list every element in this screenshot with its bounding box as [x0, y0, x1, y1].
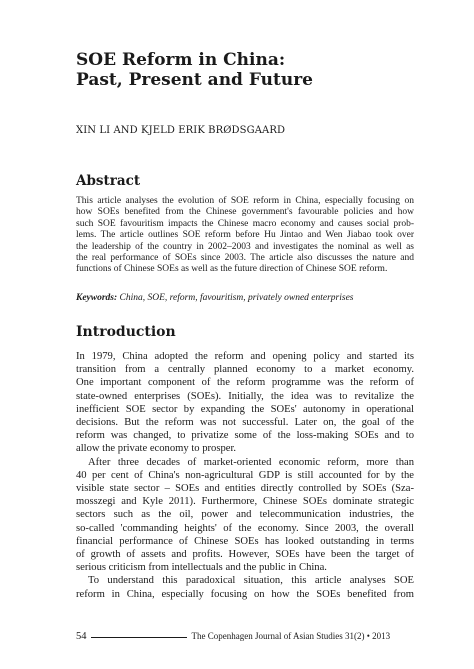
body-line: transition from a centrally planned economy to a market economy. [76, 364, 414, 376]
body-line: allow the private economy to prosper. [76, 443, 237, 455]
article-title [76, 50, 414, 90]
body-line: decisions. But the reform was not successful. Later on, the goal of the [76, 417, 414, 429]
body-line: of growth of assets and profits. However, SOEs have been the target of [76, 549, 414, 561]
body-line: state-owned enterprises (SOEs). Initially, the idea was to revitalize the [76, 390, 414, 402]
abstract-line: functions of Chinese SOEs as well as the future direction of Chinese SOE reform. [76, 264, 388, 275]
article-title-line: SOE Reform in China: [76, 50, 286, 70]
abstract-line: the real performance of SOEs since 2003. The article also discusses the nature and [76, 253, 414, 264]
body-line: reform in China, especially focusing on how the SOEs benefited from [76, 588, 414, 600]
body-line: In 1979, China adopted the reform and opening policy and started its [76, 351, 414, 362]
abstract-line: how SOEs benefited from the Chinese government's favourable policies and how [76, 207, 414, 218]
abstract-heading: Abstract [76, 173, 141, 189]
article-authors: XIN LI AND KJELD ERIK BRØDSGAARD [76, 125, 286, 136]
abstract-line: This article analyses the evolution of SOE reform in China, especially focusing on [76, 196, 414, 206]
body-line: reform was changed, to privatize some of the loss-making SOEs and to [76, 430, 414, 442]
body-line: inefficient SOE sector by expanding the SOEs' autonomy in operational [76, 403, 414, 415]
body-line: To understand this paradoxical situation, this article analyses SOE [88, 575, 414, 587]
introduction-text [76, 350, 414, 601]
body-line: One important component of the reform programme was the reform of [76, 377, 414, 389]
body-line: serious criticism from intellectuals and the public in China. [76, 562, 327, 574]
introduction-heading: Introduction [76, 324, 176, 340]
page-number: 54 [76, 631, 87, 642]
article-page [76, 0, 414, 669]
keywords [76, 293, 414, 303]
keywords-text: China, SOE, reform, favouritism, privately owned enterprises [119, 293, 354, 303]
body-line: After three decades of market-oriented economic reform, more than [88, 456, 414, 468]
body-line: 40 per cent of China's non-agricultural GDP is still accounted for by the [76, 469, 414, 481]
journal-citation: The Copenhagen Journal of Asian Studies 31(2) • 2013 [191, 631, 391, 641]
body-line: visible state sector – SOEs and entities directly controlled by SOEs (Sza- [76, 483, 414, 495]
body-line: mosszegi and Kyle 2011). Furthermore, Chinese SOEs dominate strategic [76, 496, 414, 508]
keywords-label: Keywords: [76, 293, 118, 303]
page-footer [76, 631, 414, 642]
abstract-line: the leadership of the country in 2002–2003 and investigates the nominal as well as [76, 241, 414, 252]
abstract-line: such SOE favouritism impacts the Chinese macro economy and causes social prob- [76, 218, 414, 229]
article-title-line: Past, Present and Future [76, 70, 313, 90]
body-line: financial performance of Chinese SOEs has looked outstanding in terms [76, 535, 414, 547]
body-line: sectors such as the oil, power and telecommunication industries, the [76, 509, 414, 521]
body-line: so-called 'commanding heights' of the economy. Since 2003, the overall [76, 522, 414, 534]
abstract-line: lems. The article outlines SOE reform before Hu Jintao and Wen Jiabao took over [76, 230, 414, 241]
footer-rule [91, 636, 187, 638]
abstract-text [76, 196, 414, 276]
